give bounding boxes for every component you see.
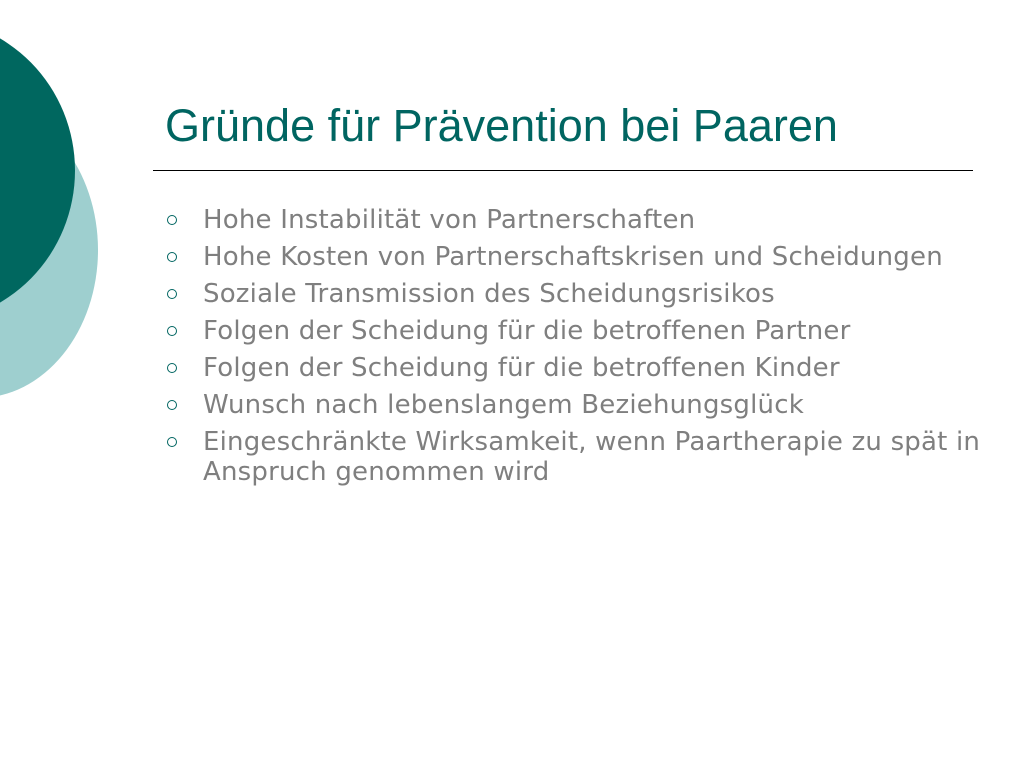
bullet-text: Hohe Kosten von Partnerschaftskrisen und Scheidungen: [203, 242, 943, 272]
bullet-text: Wunsch nach lebenslangem Beziehungsglück: [203, 390, 804, 420]
title-divider: [153, 170, 973, 171]
hollow-circle-bullet-icon: [167, 437, 177, 447]
bullet-item: [165, 242, 985, 272]
decorative-circles: [0, 0, 110, 420]
hollow-circle-bullet-icon: [167, 252, 177, 262]
bullet-item: [165, 353, 985, 383]
bullet-text: Folgen der Scheidung für die betroffenen Partner: [203, 316, 851, 346]
hollow-circle-bullet-icon: [167, 215, 177, 225]
bullet-item: [165, 316, 985, 346]
bullet-item: [165, 390, 985, 420]
hollow-circle-bullet-icon: [167, 326, 177, 336]
bullet-text: Hohe Instabilität von Partnerschaften: [203, 205, 696, 235]
bullet-text: Folgen der Scheidung für die betroffenen Kinder: [203, 353, 840, 383]
hollow-circle-bullet-icon: [167, 400, 177, 410]
slide-title: Gründe für Prävention bei Paaren: [165, 100, 838, 151]
bullet-item: [165, 205, 985, 235]
bullet-list: [165, 205, 985, 494]
bullet-item: [165, 427, 985, 487]
bullet-text: Soziale Transmission des Scheidungsrisikos: [203, 279, 775, 309]
bullet-text: Eingeschränkte Wirksamkeit, wenn Paartherapie zu spät in Anspruch genommen wird: [203, 427, 981, 487]
bullet-item: [165, 279, 985, 309]
hollow-circle-bullet-icon: [167, 363, 177, 373]
hollow-circle-bullet-icon: [167, 289, 177, 299]
